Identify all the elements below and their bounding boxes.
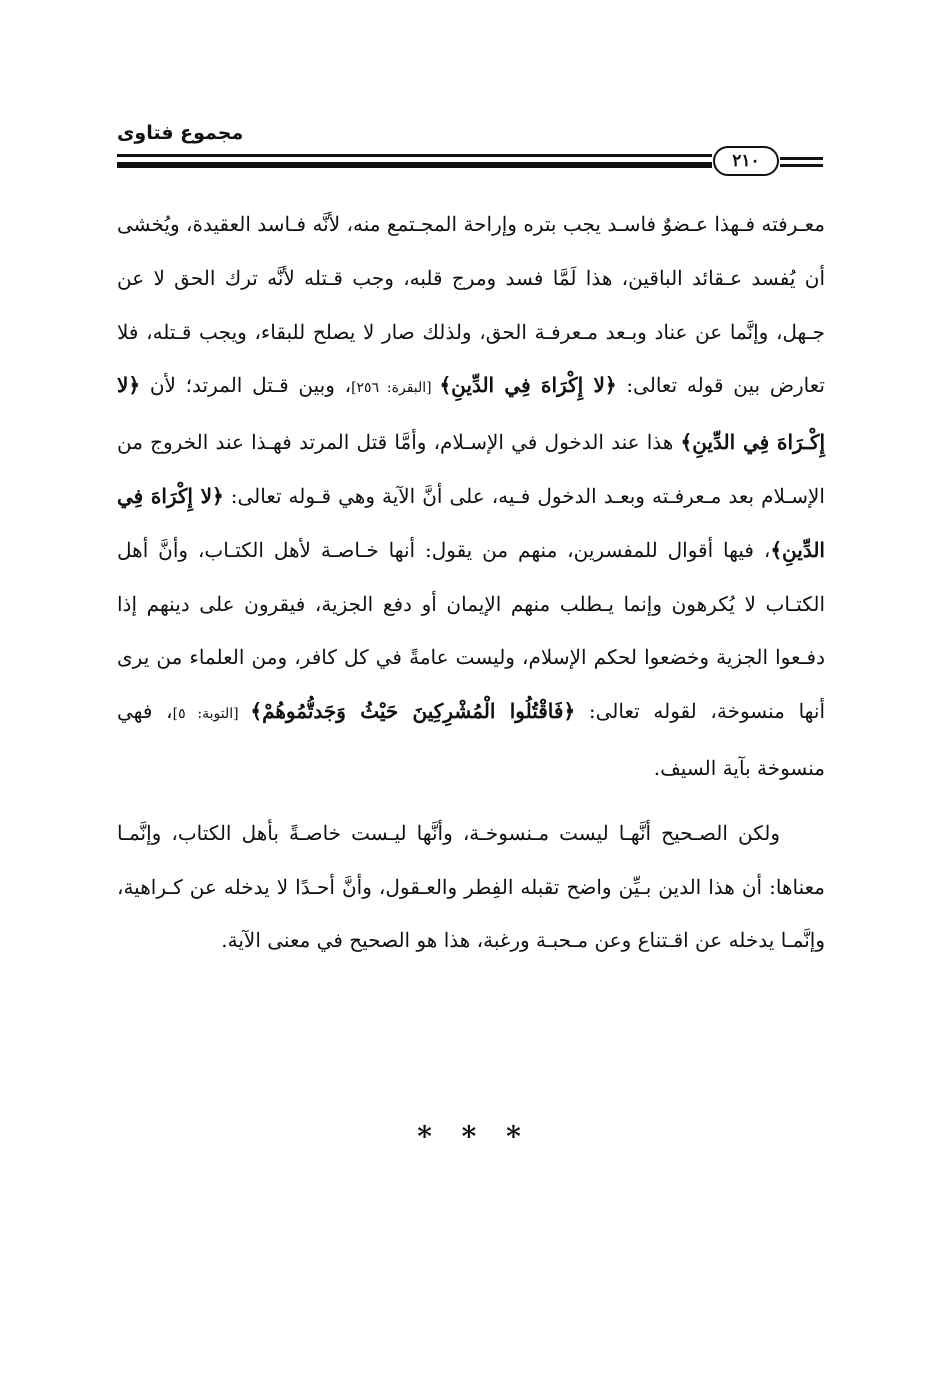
- page-number: ٢١٠: [713, 146, 779, 176]
- paragraph-1-text-b: ، وبين قـتل المرتد؛ لأن: [140, 373, 352, 398]
- paragraph-1-text-d: ، فيها أقوال للمفسرين، منهم من يقول: أنها خـاصـة لأهل الكتـاب، وأنَّ أهل الكتـاب لا يُكرهون وإنما يـطلب منهم الإيمان أو دفع الجزية، فيقرون على دينهم إذا دفـعوا الجزية وخضعوا لحكم الإسلام، وليست عامةً في كل كافر، ومن العلماء من يرى أنها منسوخة، لقوله تعالى:: [117, 537, 826, 724]
- page-header: [117, 122, 823, 182]
- header-rule-right-bottom: [780, 164, 823, 167]
- section-separator: * * *: [417, 1120, 531, 1153]
- page-body: [117, 198, 825, 968]
- header-rule-right-top: [780, 157, 823, 160]
- paragraph-gap: [117, 796, 825, 807]
- book-title: مجموع فتاوى: [117, 122, 244, 144]
- header-rule-top: [117, 154, 712, 157]
- quran-quote: ﴿لا إِكْرَاهَ فِي الدِّينِ﴾: [117, 483, 825, 562]
- quran-reference: [البقرة: ٢٥٦]: [351, 380, 440, 397]
- paragraph-1-text-c: هذا عند الدخول في الإسـلام، وأمَّا قتل المرتد فهـذا عند الخروج من الإسـلام بعد مـعرفـته وبعـد الدخول فـيه، على أنَّ الآية وهي قـوله تعالى:: [117, 430, 825, 508]
- paragraph-1: [117, 198, 825, 796]
- quran-quote: ﴿فَاقْتُلُوا الْمُشْرِكِينَ حَيْثُ وَجَدتُّمُوهُمْ﴾: [250, 699, 576, 724]
- quran-reference: [التوبة: ٥]: [172, 706, 251, 723]
- paragraph-2: ولكن الصـحيح أنَّهـا ليست مـنسوخـة، وأنَّها ليـست خاصـةً بأهل الكتاب، وإنَّمـا معناها: أن هذا الدين بـيِّن واضح تقبله الفِطر والعـقول، وأنَّ أحـدًا لا يدخله عن كـراهية، وإنَّمـا يدخله عن اقـتناع وعن مـحبـة ورغبة، هذا هو الصحيح في معنى الآية.: [117, 820, 825, 953]
- quran-quote: ﴿لا إِكْرَاهَ فِي الدِّينِ﴾: [439, 373, 617, 398]
- quran-quote: ﴿لا إِكْـرَاهَ فِي الدِّينِ﴾: [117, 373, 825, 455]
- header-rule-bottom: [117, 162, 712, 168]
- paragraph-1-text-e: ، فهي منسوخة بآية السيف.: [117, 699, 825, 780]
- paragraph-1-text-a: معـرفته فـهذا عـضوٌ فاسـد يجب بتره وإراحة المجـتمع منه، لأنَّه فـاسد العقيدة، ويُخشى أن يُفسد عـقائد الباقين، هذا لَمَّا فسد ومرج قلبه، وجب قـتله لأنَّه ترك الحق لا عن جـهل، وإنَّما عن عناد وبـعد مـعرفـة الحق، ولذلك صار لا يصلح للبقاء، ويجب قـتله، فلا تعارض بين قوله تعالى:: [117, 212, 825, 398]
